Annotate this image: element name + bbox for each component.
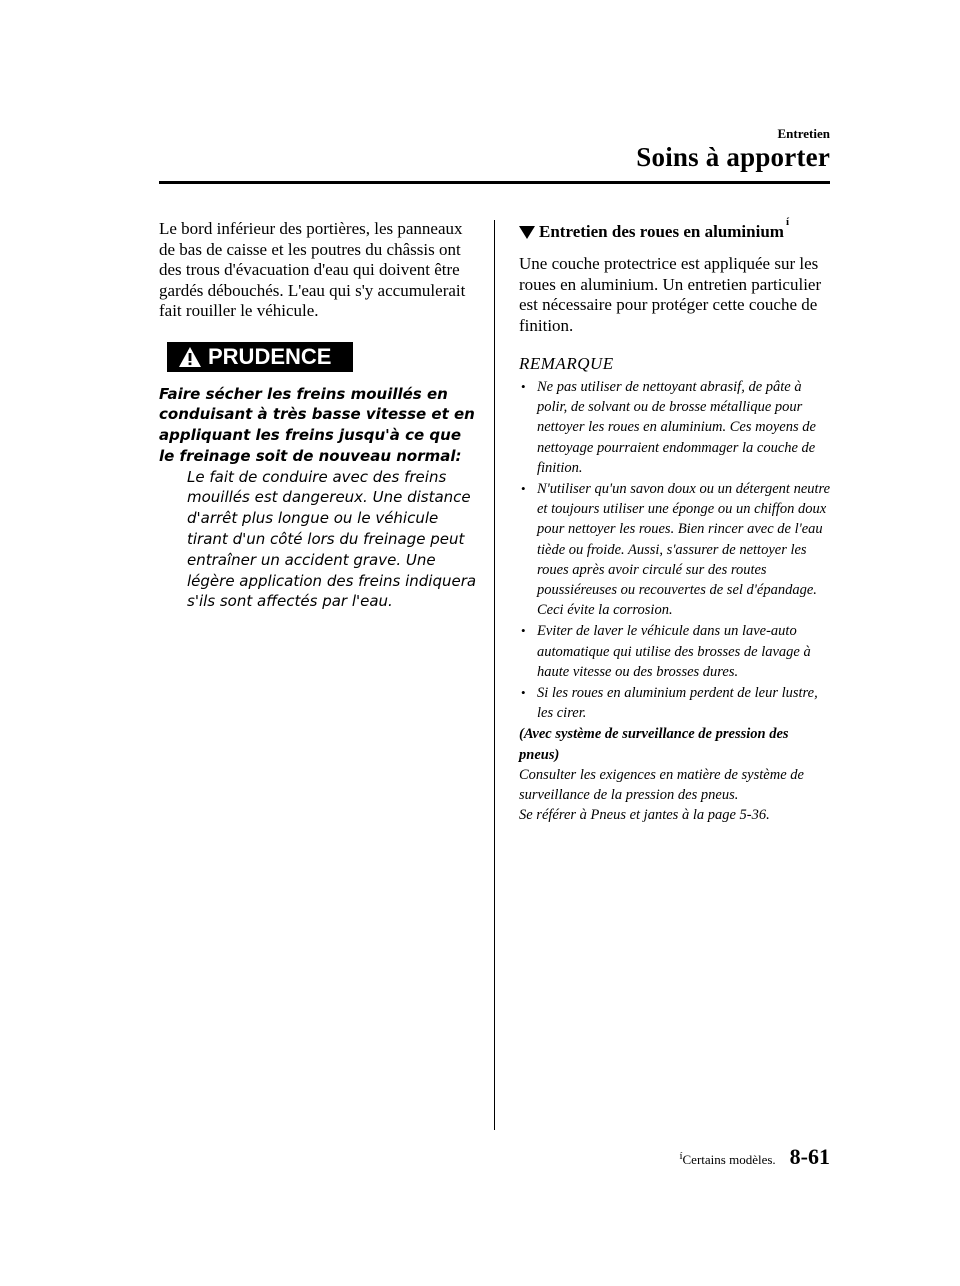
caution-lead: Faire sécher les freins mouillés en conduisant à très basse vitesse et en appliquant les freins jusqu'à ce que le freinage soit de nouveau normal: <box>159 384 475 465</box>
remark-list <box>519 377 831 723</box>
warning-triangle-icon <box>178 346 202 368</box>
left-column <box>159 219 481 612</box>
note-text: Ne pas utiliser de nettoyant abrasif, de pâte à polir, de solvant ou de brosse métallique pour nettoyer les roues en aluminium. Ces moyens de nettoyage pourraient endommager la couche de finition. <box>537 379 816 476</box>
right-column <box>519 216 831 825</box>
bullet-icon: • <box>521 623 526 639</box>
caution-text <box>159 384 481 613</box>
caution-label: PRUDENCE <box>208 343 332 369</box>
list-item <box>519 621 831 682</box>
note-text: N'utiliser qu'un savon doux ou un détergent neutre et toujours utiliser une éponge ou un chiffon doux pour nettoyer les roues. Bien rincer avec de l'eau tiède ou froide. Aussi, s'assurer de nettoyer les roues après avoir circulé sur des routes poussiéreuses ou recouvertes de sel d'épandage. Ceci évite la corrosion. <box>537 481 831 619</box>
note-text: Si les roues en aluminium perdent de leur lustre, les cirer. <box>537 685 818 722</box>
page-footer <box>679 1144 830 1170</box>
section-triangle-icon <box>519 226 535 239</box>
bullet-icon: • <box>521 685 526 701</box>
caution-badge <box>167 342 353 372</box>
list-item <box>519 479 831 620</box>
tpms-text: Consulter les exigences en matière de système de surveillance de la pression des pneus. <box>519 766 804 804</box>
section-heading-text: Entretien des roues en aluminium <box>539 222 784 241</box>
footnote-mark-icon: í <box>679 1150 683 1162</box>
note-text: Eviter de laver le véhicule dans un lave-auto automatique qui utilise des brosses de lavage à haute vitesse ou des brosses dures. <box>537 623 811 680</box>
caution-body: Le fait de conduire avec des freins mouillés est dangereux. Une distance d'arrêt plus longue ou le véhicule tirant d'un côté lors du freinage peut entraîner un accident grave. Une légère application des freins indiquera s'ils sont affectés par l'eau. <box>187 467 477 611</box>
page-title: Soins à apporter <box>636 142 830 172</box>
wheel-intro: Une couche protectrice est appliquée sur les roues en aluminium. Un entretien particulier est nécessaire pour protéger cette couche de finition. <box>519 254 822 335</box>
remark-title: REMARQUE <box>519 354 614 373</box>
asterisk-mark-icon: í <box>785 216 790 228</box>
list-item <box>519 377 831 478</box>
caution-banner <box>159 342 481 372</box>
page-reference: Se référer à Pneus et jantes à la page 5-36. <box>519 807 770 824</box>
list-item <box>519 683 831 723</box>
header-rule <box>159 181 830 184</box>
tpms-title: (Avec système de surveillance de pression des pneus) <box>519 726 789 763</box>
column-divider <box>494 220 495 1130</box>
page-number: 8-61 <box>789 1144 830 1169</box>
bullet-icon: • <box>521 379 526 394</box>
bullet-icon: • <box>521 481 526 497</box>
footnote-text: Certains modèles. <box>682 1152 776 1167</box>
section-heading <box>519 216 831 242</box>
section-label: Entretien <box>777 126 830 141</box>
drain-holes-paragraph: Le bord inférieur des portières, les panneaux de bas de caisse et les poutres du châssis ont des trous d'évacuation d'eau qui doivent être gardés débouchés. L'eau qui s'y accumulerait fait rouiller le véhicule. <box>159 219 466 320</box>
